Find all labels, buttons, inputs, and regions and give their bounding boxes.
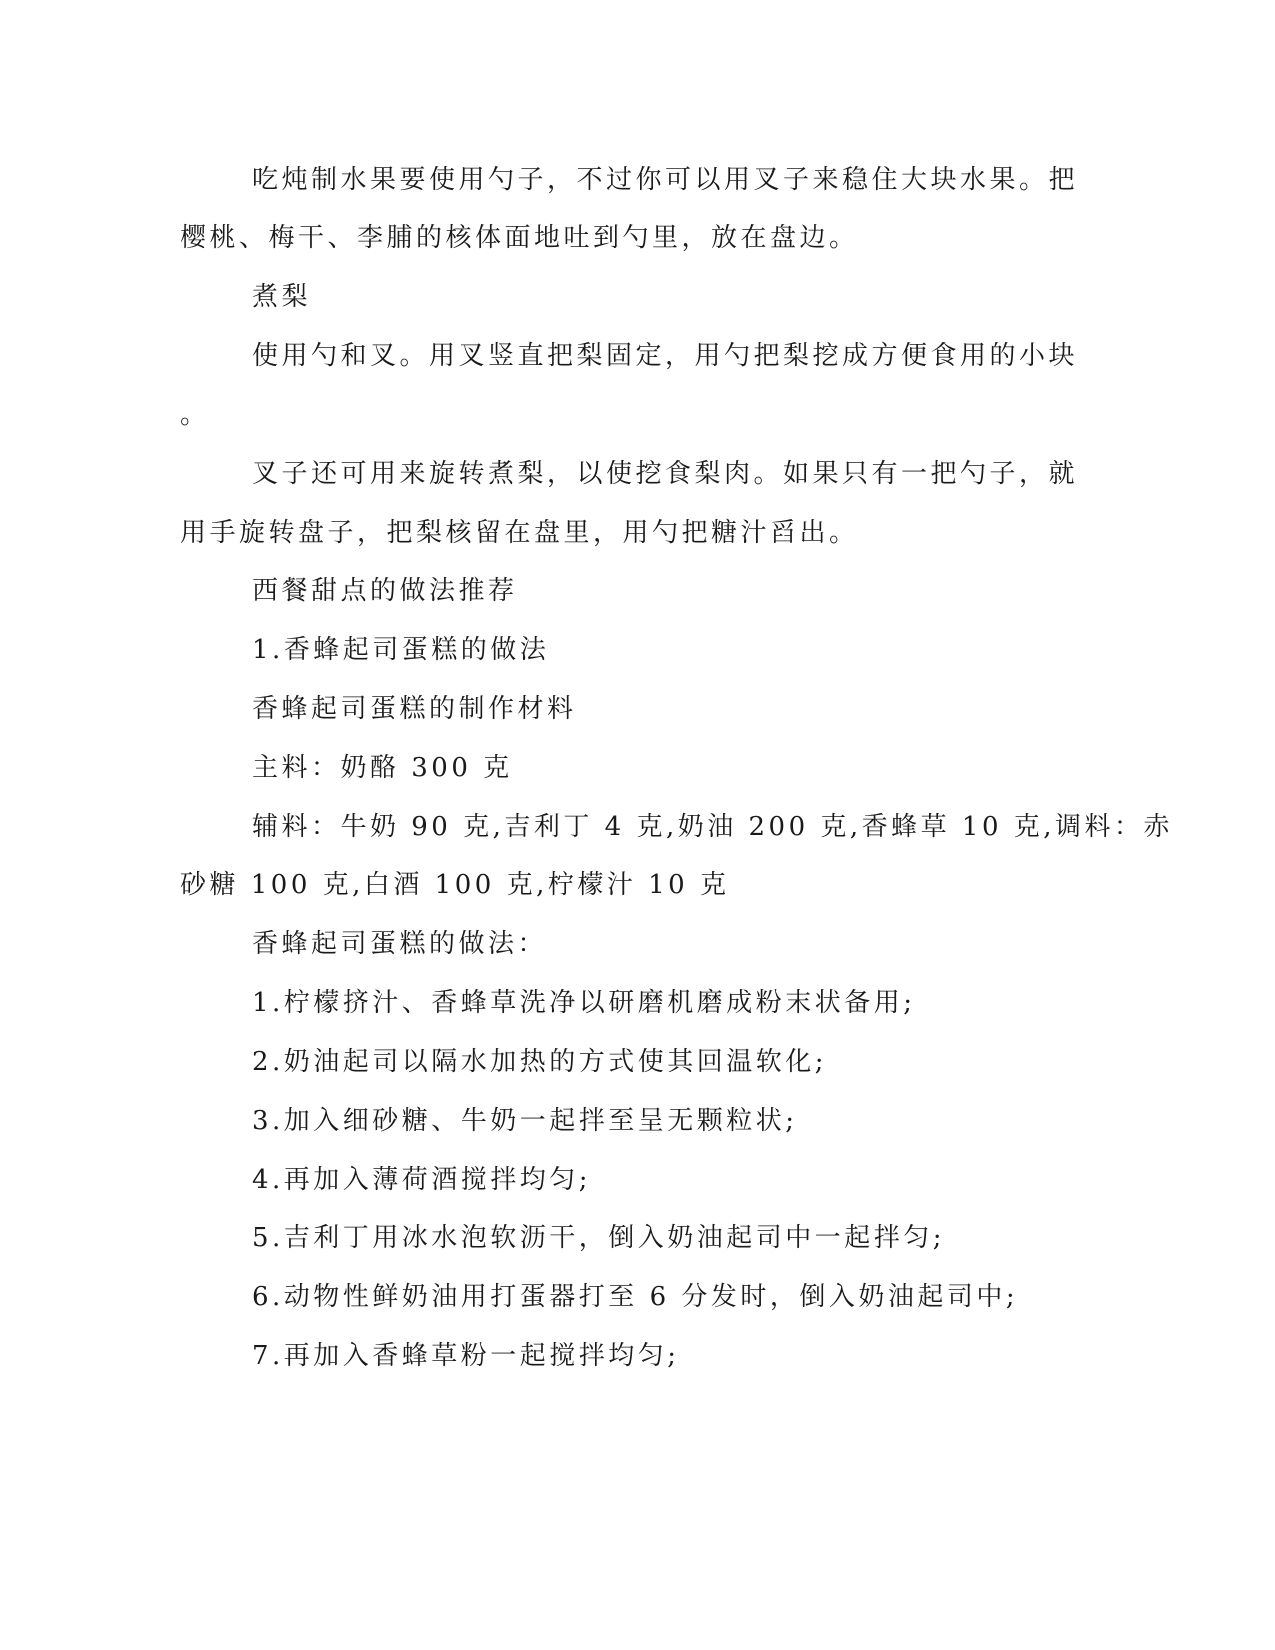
auxiliary-ingredients-line-1: 辅料：牛奶 90 克,吉利丁 4 克,奶油 200 克,香蜂草 10 克,调料：赤 bbox=[252, 812, 1174, 842]
heading-ingredients: 香蜂起司蛋糕的制作材料 bbox=[252, 694, 577, 724]
heading-dessert-recommendations: 西餐甜点的做法推荐 bbox=[252, 576, 518, 606]
paragraph-pear-line-2: 。 bbox=[180, 400, 210, 430]
paragraph-stewed-fruit-line-2: 樱桃、梅干、李脯的核体面地吐到勺里，放在盘边。 bbox=[180, 223, 859, 253]
heading-method: 香蜂起司蛋糕的做法： bbox=[252, 929, 548, 959]
step-2: 2.奶油起司以隔水加热的方式使其回温软化; bbox=[252, 1047, 828, 1077]
step-1: 1.柠檬挤汁、香蜂草洗净以研磨机磨成粉末状备用; bbox=[252, 988, 916, 1018]
step-5: 5.吉利丁用冰水泡软沥干，倒入奶油起司中一起拌匀; bbox=[252, 1223, 946, 1253]
main-ingredient: 主料：奶酪 300 克 bbox=[252, 753, 513, 783]
step-4: 4.再加入薄荷酒搅拌均匀; bbox=[252, 1165, 592, 1195]
heading-boiled-pear: 煮梨 bbox=[252, 282, 312, 312]
heading-recipe-1: 1.香蜂起司蛋糕的做法 bbox=[252, 635, 550, 665]
step-7: 7.再加入香蜂草粉一起搅拌均匀; bbox=[252, 1341, 680, 1371]
auxiliary-ingredients-line-2: 砂糖 100 克,白酒 100 克,柠檬汁 10 克 bbox=[180, 870, 730, 900]
step-3: 3.加入细砂糖、牛奶一起拌至呈无颗粒状; bbox=[252, 1106, 798, 1136]
paragraph-pear-line-1: 使用勺和叉。用叉竖直把梨固定，用勺把梨挖成方便食用的小块 bbox=[252, 341, 1079, 371]
paragraph-stewed-fruit-line-1: 吃炖制水果要使用勺子，不过你可以用叉子来稳住大块水果。把 bbox=[252, 165, 1079, 195]
paragraph-fork-line-1: 叉子还可用来旋转煮梨，以使挖食梨肉。如果只有一把勺子，就 bbox=[252, 459, 1079, 489]
paragraph-fork-line-2: 用手旋转盘子，把梨核留在盘里，用勺把糖汁舀出。 bbox=[180, 518, 859, 548]
step-6: 6.动物性鲜奶油用打蛋器打至 6 分发时，倒入奶油起司中; bbox=[252, 1282, 1019, 1312]
